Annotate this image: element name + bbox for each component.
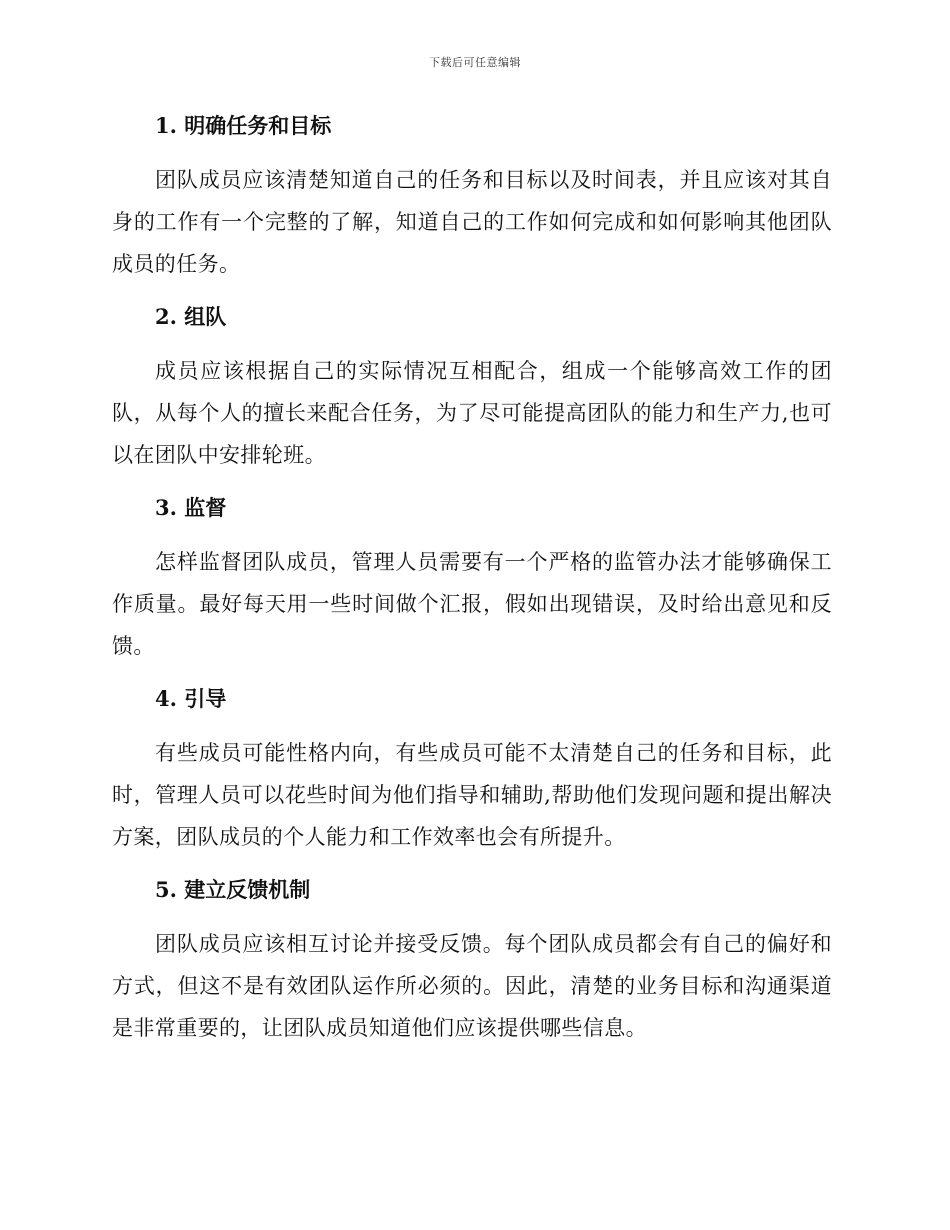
section-body-1: 团队成员应该清楚知道自己的任务和目标以及时间表，并且应该对其自身的工作有一个完整的了解，知道自己的工作如何完成和如何影响其他团队成员的任务。 (112, 168, 832, 276)
section-heading-1: 1. 明确任务和目标 (155, 113, 332, 138)
section-body-2: 成员应该根据自己的实际情况互相配合，组成一个能够高效工作的团队，从每个人的擅长来配合任务，为了尽可能提高团队的能力和生产力,也可以在团队中安排轮班。 (112, 359, 832, 467)
section-body-3: 怎样监督团队成员，管理人员需要有一个严格的监管办法才能够确保工作质量。最好每天用一些时间做个汇报，假如出现错误，及时给出意见和反馈。 (112, 550, 832, 658)
section-heading-5: 5. 建立反馈机制 (155, 877, 311, 902)
document-content (112, 110, 832, 1065)
section-heading-2: 2. 组队 (155, 304, 227, 329)
section-heading-4: 4. 引导 (155, 686, 227, 711)
header-note: 下载后可任意编辑 (429, 56, 521, 69)
section-body-4: 有些成员可能性格内向，有些成员可能不太清楚自己的任务和目标，此时，管理人员可以花些时间为他们指导和辅助,帮助他们发现问题和提出解决方案，团队成员的个人能力和工作效率也会有所提升。 (112, 741, 832, 849)
section-heading-3: 3. 监督 (155, 495, 227, 520)
section-body-5: 团队成员应该相互讨论并接受反馈。每个团队成员都会有自己的偏好和方式，但这不是有效团队运作所必须的。因此，清楚的业务目标和沟通渠道是非常重要的，让团队成员知道他们应该提供哪些信息。 (112, 932, 832, 1040)
